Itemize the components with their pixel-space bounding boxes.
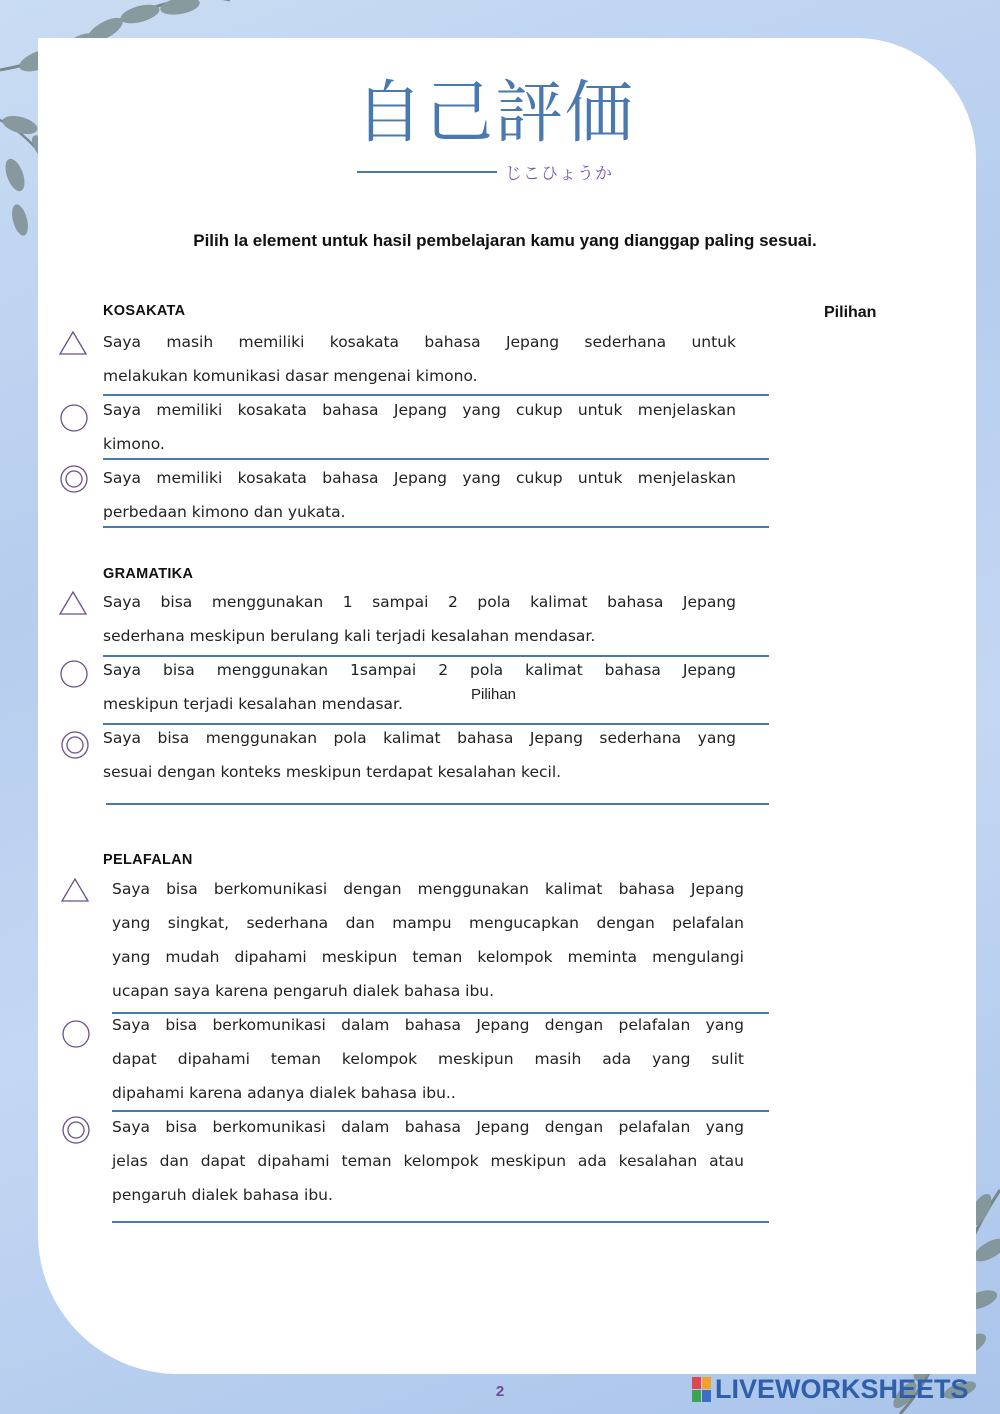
option-line: jelas dan dapat dipahami teman kelompok meskipun ada kesalahan atau	[112, 1152, 744, 1170]
option-line: Saya bisa menggunakan 1sampai 2 pola kalimat bahasa Jepang	[103, 661, 736, 679]
triangle-icon	[58, 590, 88, 616]
section-title-pelafalan: PELAFALAN	[103, 852, 193, 868]
option-kosakata-2[interactable]	[103, 393, 736, 461]
option-line: Saya bisa berkomunikasi dalam bahasa Jepang dengan pelafalan yang	[112, 1118, 744, 1136]
option-line: ucapan saya karena pengaruh dialek bahasa ibu.	[112, 982, 495, 1000]
triangle-icon	[60, 877, 90, 903]
page-title: 自己評価	[355, 74, 636, 153]
option-line: dapat dipahami teman kelompok meskipun masih ada yang sulit	[112, 1050, 744, 1068]
triangle-icon	[58, 330, 88, 356]
divider	[106, 803, 769, 805]
option-line: yang mudah dipahami meskipun teman kelompok meminta mengulangi	[112, 948, 744, 966]
option-line: perbedaan kimono dan yukata.	[103, 503, 346, 521]
instruction-text: Pilih la element untuk hasil pembelajaran kamu yang dianggap paling sesuai.	[193, 231, 817, 250]
option-line: meskipun terjadi kesalahan mendasar.	[103, 695, 403, 713]
section-title-gramatika: GRAMATIKA	[103, 566, 194, 582]
option-gramatika-3[interactable]	[103, 721, 736, 789]
double-circle-icon	[61, 1115, 91, 1145]
option-line: Saya bisa menggunakan pola kalimat bahasa Jepang sederhana yang	[103, 729, 736, 747]
section-title-kosakata: KOSAKATA	[103, 303, 186, 319]
brand-name: LIVEWORKSHEETS	[715, 1374, 969, 1404]
option-gramatika-1[interactable]	[103, 585, 736, 653]
circle-icon	[61, 1019, 91, 1049]
double-circle-icon	[60, 730, 90, 760]
option-line: Saya bisa berkomunikasi dalam bahasa Jepang dengan pelafalan yang	[112, 1016, 744, 1034]
option-line: yang singkat, sederhana dan mampu mengucapkan dengan pelafalan	[112, 914, 744, 932]
option-line: Saya memiliki kosakata bahasa Jepang yang cukup untuk menjelaskan	[103, 469, 736, 487]
double-circle-icon	[59, 464, 89, 494]
option-line: dipahami karena adanya dialek bahasa ibu..	[112, 1084, 456, 1102]
option-line: melakukan komunikasi dasar mengenai kimono.	[103, 367, 478, 385]
divider	[103, 526, 769, 528]
option-pelafalan-3[interactable]	[112, 1110, 744, 1212]
option-line: Saya bisa menggunakan 1 sampai 2 pola kalimat bahasa Jepang	[103, 593, 736, 611]
option-gramatika-2[interactable]	[103, 653, 736, 721]
option-pelafalan-2[interactable]	[112, 1008, 744, 1110]
option-line: Saya memiliki kosakata bahasa Jepang yang cukup untuk menjelaskan	[103, 401, 736, 419]
choice-label: Pilihan	[471, 686, 517, 703]
divider	[103, 458, 769, 460]
choice-column-header: Pilihan	[824, 304, 877, 321]
option-kosakata-3[interactable]	[103, 461, 736, 529]
option-kosakata-1[interactable]	[103, 325, 736, 393]
page-title-reading: じこひょうか	[505, 164, 613, 184]
title-underline	[357, 171, 497, 173]
circle-icon	[59, 403, 89, 433]
page-number: 2	[495, 1383, 505, 1400]
option-line: sederhana meskipun berulang kali terjadi kesalahan mendasar.	[103, 627, 596, 645]
option-line: Saya masih memiliki kosakata bahasa Jepang sederhana untuk	[103, 333, 736, 351]
option-line: Saya bisa berkomunikasi dengan menggunakan kalimat bahasa Jepang	[112, 880, 744, 898]
option-line: kimono.	[103, 435, 165, 453]
option-line: pengaruh dialek bahasa ibu.	[112, 1186, 333, 1204]
liveworksheets-badge-icon	[692, 1377, 712, 1403]
liveworksheets-logo	[692, 1374, 969, 1405]
option-pelafalan-1[interactable]	[112, 872, 744, 1008]
divider	[112, 1221, 769, 1223]
circle-icon	[59, 659, 89, 689]
option-line: sesuai dengan konteks meskipun terdapat kesalahan kecil.	[103, 763, 562, 781]
